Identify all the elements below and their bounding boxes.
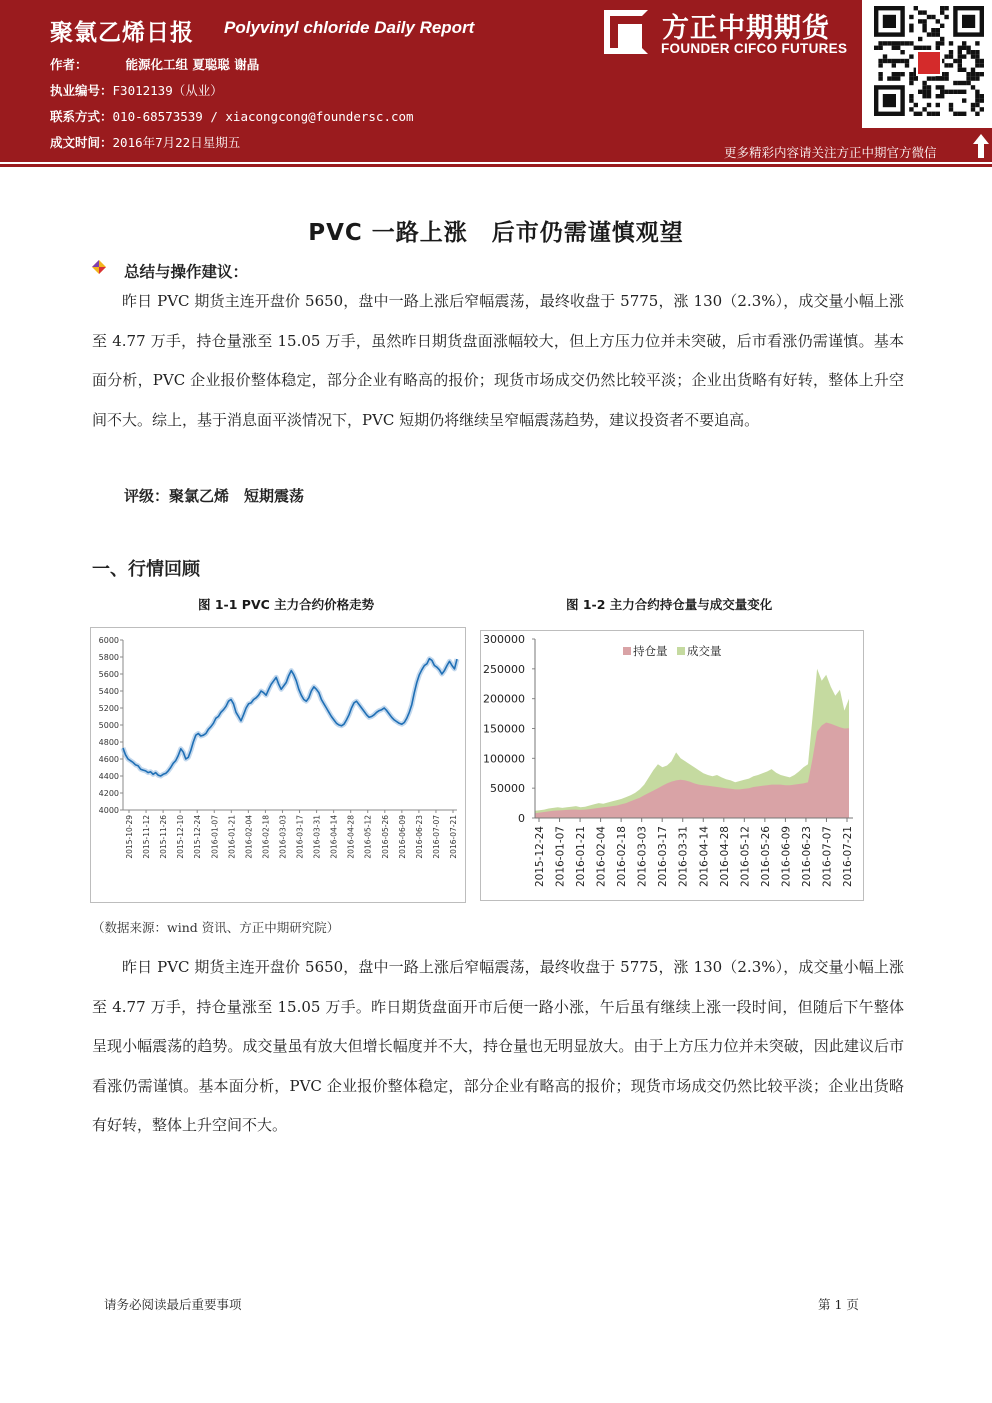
qr-module: [900, 59, 904, 63]
qr-module: [927, 112, 931, 116]
x-tick-label: 2016-01-21: [575, 826, 588, 888]
review-paragraph: 昨日 PVC 期货主连开盘价 5650，盘中一路上涨后窄幅震荡，最终收盘于 5775，涨 130（2.3%），成交量小幅上涨至 4.77 万手，持仓量涨至 15.05 万手。昨日期货盘面开市后便一路小涨，午后虽有继续上涨一段时间，但随后下午整体呈现小幅震荡的趋势。成交量虽有放大但增长幅度并不大，持仓量也无明显放大。由于上方压力位并未突破，因此建议后市看涨仍需谨慎。基本面分析，PVC 企业报价整体稳定，部分企业有略高的报价；现货市场成交仍然比较平淡；企业出货略有好转，整体上升空间不大。: [92, 958, 904, 1134]
qr-module: [971, 54, 975, 58]
qr-module: [922, 19, 926, 23]
x-tick-label: 2016-02-18: [261, 815, 271, 859]
y-tick-label: 4000: [98, 806, 119, 815]
qr-module: [944, 90, 948, 94]
qr-module: [927, 15, 931, 19]
y-tick-label: 4600: [98, 755, 119, 764]
qr-module: [944, 72, 948, 76]
qr-module: [936, 28, 940, 32]
qr-module: [878, 63, 882, 67]
legend-label: 持仓量: [633, 644, 668, 658]
report-title-en: Polyvinyl chloride Daily Report: [224, 18, 475, 37]
x-tick-label: 2016-04-14: [698, 826, 711, 888]
y-tick-label: 100000: [483, 752, 525, 766]
qr-module: [958, 81, 962, 85]
qr-module: [918, 90, 922, 94]
y-tick-label: 5200: [98, 704, 119, 713]
qr-module: [958, 50, 962, 54]
qr-module: [887, 59, 891, 63]
rating-line: 评级：聚氯乙烯 短期震荡: [124, 487, 305, 505]
qr-module: [962, 68, 966, 72]
price-chart-frame: [90, 627, 466, 903]
report-title-cn: 聚氯乙烯日报: [50, 20, 194, 46]
x-tick-label: 2016-07-21: [842, 826, 854, 888]
qr-module: [975, 112, 979, 116]
qr-module: [975, 59, 979, 63]
contact-row: [50, 107, 414, 125]
qr-module: [971, 103, 975, 107]
x-tick-label: 2015-11-12: [142, 815, 152, 859]
qr-module: [918, 112, 922, 116]
qr-module: [909, 98, 913, 102]
qr-module: [922, 107, 926, 111]
qr-module: [966, 72, 970, 76]
company-name-en: FOUNDER CIFCO FUTURES: [661, 41, 848, 56]
x-tick-label: 2016-06-23: [414, 815, 424, 859]
x-tick-label: 2016-03-17: [657, 826, 670, 888]
qr-module: [953, 59, 957, 63]
qr-module: [958, 68, 962, 72]
qr-module: [896, 72, 900, 76]
x-tick-label: 2015-12-24: [534, 826, 546, 888]
qr-module: [878, 59, 882, 63]
qr-module: [892, 41, 896, 45]
qr-module: [927, 32, 931, 36]
qr-module: [887, 41, 891, 45]
qr-module: [958, 59, 962, 63]
qr-module: [909, 81, 913, 85]
qr-module: [975, 94, 979, 98]
qr-module: [940, 85, 944, 89]
license-label: 执业编号：: [50, 83, 113, 98]
authors-label: 作者：: [50, 57, 88, 72]
qr-module: [944, 6, 948, 10]
qr-module: [958, 63, 962, 67]
qr-module: [896, 59, 900, 63]
qr-module: [971, 68, 975, 72]
x-tick-label: 2016-02-04: [595, 826, 608, 888]
authors-row: [50, 55, 259, 73]
qr-module: [975, 90, 979, 94]
y-tick-label: 4800: [98, 738, 119, 747]
qr-module: [975, 41, 979, 45]
qr-module: [936, 32, 940, 36]
qr-module: [892, 72, 896, 76]
qr-module: [940, 37, 944, 41]
qr-module: [980, 98, 984, 102]
y-tick-label: 150000: [483, 722, 525, 736]
qr-module: [874, 46, 878, 50]
date-value: 2016年7月22日星期五: [112, 135, 241, 150]
x-tick-label: 2016-06-09: [780, 826, 793, 888]
qr-module: [966, 50, 970, 54]
qr-badge-icon: [916, 50, 942, 76]
qr-module: [896, 41, 900, 45]
qr-module: [922, 28, 926, 32]
qr-module: [909, 107, 913, 111]
qr-module: [927, 76, 931, 80]
qr-module: [909, 76, 913, 80]
qr-module: [936, 112, 940, 116]
qr-module: [905, 41, 909, 45]
qr-module: [971, 85, 975, 89]
qr-module: [909, 24, 913, 28]
qr-module: [953, 112, 957, 116]
qr-module: [905, 59, 909, 63]
qr-module: [944, 54, 948, 58]
qr-module: [940, 6, 944, 10]
contact-label: 联系方式：: [50, 109, 113, 124]
qr-module: [914, 76, 918, 80]
qr-module: [962, 81, 966, 85]
qr-module: [953, 90, 957, 94]
qr-module: [936, 76, 940, 80]
qr-module: [949, 90, 953, 94]
footer-notice: 请务必阅读最后重要事项: [104, 1297, 242, 1312]
arrow-up-icon: [973, 134, 989, 144]
x-tick-label: 2016-05-26: [380, 815, 390, 859]
qr-module: [940, 94, 944, 98]
qr-module: [887, 76, 891, 80]
qr-module: [900, 41, 904, 45]
x-tick-label: 2016-03-17: [295, 815, 305, 859]
qr-module: [922, 90, 926, 94]
document-title: PVC 一路上涨 后市仍需谨慎观望: [308, 220, 684, 246]
qr-module: [931, 76, 935, 80]
qr-module: [980, 59, 984, 63]
qr-module: [958, 54, 962, 58]
qr-module: [909, 72, 913, 76]
figure-1-caption: 图 1-1 PVC 主力合约价格走势: [198, 597, 375, 612]
price-line-chart: [91, 628, 465, 902]
qr-module: [914, 6, 918, 10]
x-tick-label: 2016-06-09: [397, 815, 407, 859]
qr-module: [940, 41, 944, 45]
x-tick-label: 2016-07-07: [431, 815, 441, 859]
x-tick-label: 2016-03-31: [312, 815, 322, 859]
y-tick-label: 200000: [483, 692, 525, 706]
date-row: [50, 133, 240, 151]
y-tick-label: 5800: [98, 653, 119, 662]
qr-module: [878, 46, 882, 50]
qr-module: [927, 94, 931, 98]
qr-module: [975, 54, 979, 58]
qr-module: [962, 54, 966, 58]
qr-module: [940, 24, 944, 28]
qr-module: [883, 41, 887, 45]
y-tick-label: 4400: [98, 772, 119, 781]
qr-module: [971, 76, 975, 80]
qr-module: [909, 94, 913, 98]
x-tick-label: 2015-11-26: [159, 815, 169, 859]
x-tick-label: 2016-05-12: [739, 826, 752, 888]
qr-module: [962, 112, 966, 116]
qr-module: [971, 72, 975, 76]
qr-module: [966, 81, 970, 85]
y-tick-label: 250000: [483, 662, 525, 676]
qr-module: [914, 103, 918, 107]
qr-module: [949, 103, 953, 107]
summary-heading: 总结与操作建议：: [124, 263, 249, 281]
qr-module: [883, 54, 887, 58]
qr-module: [918, 37, 922, 41]
qr-module: [975, 103, 979, 107]
qr-module: [931, 28, 935, 32]
open-interest-volume-chart: [481, 631, 863, 900]
x-tick-label: 2015-10-29: [125, 815, 134, 859]
x-tick-label: 2016-06-23: [800, 826, 813, 888]
x-tick-label: 2016-03-31: [677, 826, 690, 888]
qr-module: [914, 112, 918, 116]
qr-module: [958, 112, 962, 116]
license-row: [50, 81, 223, 99]
qr-module: [878, 41, 882, 45]
follow-wechat-text: 更多精彩内容请关注方正中期官方微信: [724, 145, 937, 160]
qr-module: [892, 59, 896, 63]
volume-chart-frame: [480, 630, 864, 901]
qr-module: [980, 94, 984, 98]
x-tick-label: 2015-12-10: [176, 815, 186, 859]
x-tick-label: 2016-02-18: [616, 826, 629, 888]
qr-module: [927, 90, 931, 94]
qr-module: [971, 50, 975, 54]
qr-module: [909, 41, 913, 45]
qr-module: [966, 76, 970, 80]
section-market-review-heading: 一、行情回顾: [92, 559, 200, 580]
qr-module: [944, 15, 948, 19]
qr-module: [927, 103, 931, 107]
y-tick-label: 6000: [98, 636, 119, 645]
qr-module: [962, 98, 966, 102]
x-tick-label: 2016-02-04: [244, 815, 254, 859]
qr-module: [892, 63, 896, 67]
y-tick-label: 0: [518, 812, 525, 825]
x-tick-label: 2016-01-07: [554, 826, 567, 888]
company-name-cn: 方正中期期货: [662, 13, 830, 44]
date-label: 成文时间：: [50, 135, 113, 150]
y-tick-label: 4200: [98, 789, 119, 798]
qr-module: [980, 63, 984, 67]
legend-swatch: [677, 647, 685, 655]
qr-module: [962, 90, 966, 94]
qr-module: [958, 46, 962, 50]
qr-module: [949, 54, 953, 58]
qr-module: [931, 32, 935, 36]
qr-module: [936, 94, 940, 98]
qr-module: [927, 85, 931, 89]
qr-module: [892, 76, 896, 80]
qr-module: [975, 98, 979, 102]
qr-module: [900, 72, 904, 76]
qr-module: [980, 72, 984, 76]
qr-module: [962, 41, 966, 45]
qr-module: [949, 63, 953, 67]
y-tick-label: 5000: [98, 721, 119, 730]
qr-module: [931, 112, 935, 116]
qr-module: [922, 85, 926, 89]
qr-module: [940, 76, 944, 80]
summary-paragraph: 昨日 PVC 期货主连开盘价 5650，盘中一路上涨后窄幅震荡，最终收盘于 5775，涨 130（2.3%），成交量小幅上涨至 4.77 万手，持仓量涨至 15.05 万手，虽然昨日期货盘面涨幅较大，但上方压力位并未突破，后市看涨仍需谨慎。基本面分析，PVC 企业报价整体稳定，部分企业有略高的报价；现货市场成交仍然比较平淡；企业出货略有好转，整体上升空间不大。综上，基于消息面平淡情况下，PVC 短期仍将继续呈窄幅震荡趋势，建议投资者不要追高。: [92, 292, 904, 429]
qr-module: [966, 46, 970, 50]
qr-module: [896, 46, 900, 50]
qr-module: [900, 50, 904, 54]
qr-finder-core: [883, 15, 896, 28]
y-tick-label: 5400: [98, 687, 119, 696]
qr-module: [931, 15, 935, 19]
legend-label: 成交量: [687, 644, 722, 658]
y-tick-label: 50000: [490, 782, 525, 796]
qr-module: [922, 10, 926, 14]
qr-module: [922, 24, 926, 28]
qr-module: [975, 76, 979, 80]
qr-module: [975, 50, 979, 54]
qr-module: [949, 41, 953, 45]
qr-module: [971, 107, 975, 111]
x-tick-label: 2016-07-21: [449, 815, 458, 859]
qr-module: [936, 41, 940, 45]
x-tick-label: 2016-04-28: [346, 815, 356, 859]
qr-module: [909, 54, 913, 58]
qr-module: [958, 90, 962, 94]
qr-module: [949, 107, 953, 111]
license-value: F3012139（从业）: [112, 83, 223, 98]
qr-module: [922, 81, 926, 85]
x-tick-label: 2016-04-28: [718, 826, 731, 888]
qr-finder-core: [883, 94, 896, 107]
qr-module: [909, 28, 913, 32]
qr-module: [975, 63, 979, 67]
page-number: 第 1 页: [818, 1297, 859, 1312]
authors-value: 能源化工组 夏聪聪 谢晶: [125, 57, 260, 72]
x-tick-label: 2016-07-07: [821, 826, 834, 888]
qr-module: [922, 94, 926, 98]
figure-2-caption: 图 1-2 主力合约持仓量与成交量变化: [566, 597, 773, 612]
y-tick-label: 5600: [98, 670, 119, 679]
qr-module: [975, 72, 979, 76]
qr-module: [909, 15, 913, 19]
report-header: [0, 0, 992, 168]
qr-module: [940, 90, 944, 94]
qr-module: [905, 63, 909, 67]
x-tick-label: 2016-05-12: [363, 815, 373, 859]
qr-module: [980, 107, 984, 111]
qr-module: [962, 46, 966, 50]
legend-swatch: [623, 647, 631, 655]
x-tick-label: 2016-01-21: [227, 815, 237, 859]
arrow-up-stem: [978, 144, 984, 158]
x-tick-label: 2016-03-03: [278, 815, 288, 859]
x-tick-label: 2015-12-24: [193, 815, 203, 859]
qr-module: [936, 103, 940, 107]
qr-module: [892, 46, 896, 50]
qr-module: [896, 76, 900, 80]
founder-logo-square: [618, 24, 642, 48]
qr-module: [944, 63, 948, 67]
contact-value[interactable]: 010-68573539 / xiacongcong@foundersc.com: [112, 109, 414, 124]
qr-module: [949, 50, 953, 54]
qr-module: [940, 10, 944, 14]
diamond-bullet-icon: [92, 260, 106, 274]
x-tick-label: 2016-05-26: [759, 826, 772, 888]
qr-module: [936, 19, 940, 23]
qr-module: [878, 76, 882, 80]
qr-module: [918, 19, 922, 23]
qr-module: [953, 81, 957, 85]
qr-finder-core: [962, 15, 975, 28]
qr-module: [883, 59, 887, 63]
qr-module: [936, 85, 940, 89]
x-tick-label: 2016-01-07: [210, 815, 220, 859]
qr-module: [878, 72, 882, 76]
data-source-note: （数据来源：wind 资讯、方正中期研究院）: [92, 920, 340, 935]
x-tick-label: 2016-03-03: [636, 826, 649, 888]
qr-module: [944, 76, 948, 80]
header-divider: [0, 164, 992, 167]
qr-module: [918, 10, 922, 14]
y-tick-label: 300000: [483, 633, 525, 646]
x-tick-label: 2016-04-14: [329, 815, 339, 859]
